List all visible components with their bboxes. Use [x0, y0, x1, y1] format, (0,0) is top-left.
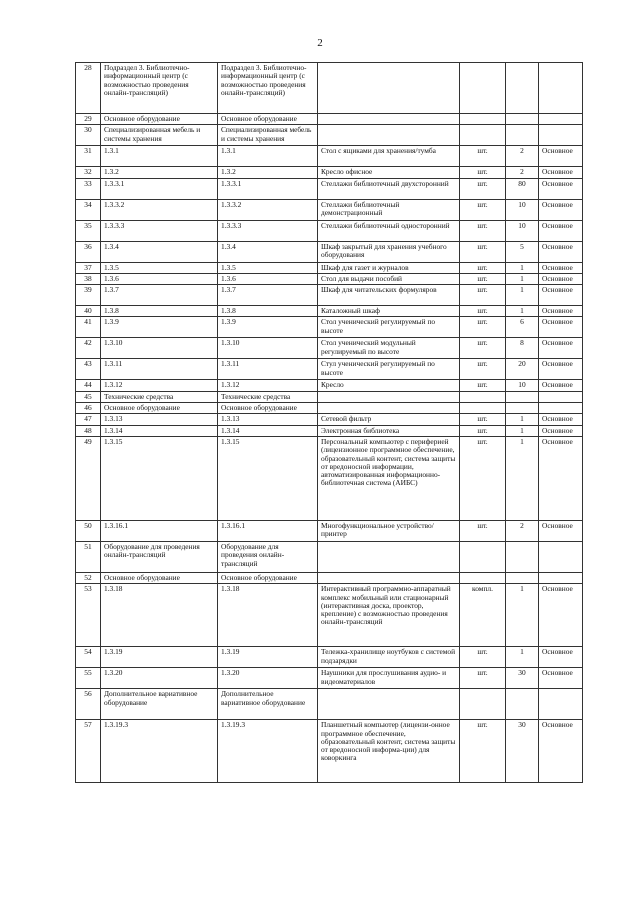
cell-code-alt: 1.3.20	[218, 668, 318, 689]
table-row	[76, 391, 583, 402]
cell-name: Стеллажи библиотечный двухсторонний	[318, 178, 460, 199]
cell-code: 1.3.18	[101, 584, 218, 647]
cell-name: Стеллажи библиотечный односторонний	[318, 220, 460, 241]
cell-code-alt: Дополнительное вариативное оборудование	[218, 689, 318, 720]
cell-unit: шт.	[460, 520, 506, 541]
table-row	[76, 241, 583, 262]
cell-row-number: 57	[76, 720, 101, 783]
table-row	[76, 306, 583, 317]
cell-unit: шт.	[460, 414, 506, 425]
cell-row-number: 47	[76, 414, 101, 425]
cell-unit: шт.	[460, 668, 506, 689]
cell-code: Технические средства	[101, 391, 218, 402]
cell-code-alt: 1.3.9	[218, 317, 318, 338]
cell-code: 1.3.3.3	[101, 220, 218, 241]
cell-quantity	[506, 689, 539, 720]
cell-unit	[460, 114, 506, 125]
cell-row-number: 53	[76, 584, 101, 647]
cell-quantity: 2	[506, 520, 539, 541]
cell-type	[539, 572, 583, 583]
table-row	[76, 689, 583, 720]
cell-quantity	[506, 403, 539, 414]
cell-code-alt: 1.3.7	[218, 285, 318, 306]
cell-quantity: 1	[506, 285, 539, 306]
cell-unit	[460, 403, 506, 414]
cell-name	[318, 403, 460, 414]
cell-quantity: 1	[506, 306, 539, 317]
cell-quantity: 20	[506, 359, 539, 380]
cell-row-number: 33	[76, 178, 101, 199]
table-row	[76, 146, 583, 167]
table-row	[76, 114, 583, 125]
cell-code-alt: 1.3.16.1	[218, 520, 318, 541]
table-row	[76, 425, 583, 436]
cell-code: 1.3.8	[101, 306, 218, 317]
cell-code-alt: 1.3.8	[218, 306, 318, 317]
cell-code-alt: 1.3.1	[218, 146, 318, 167]
cell-type	[539, 403, 583, 414]
cell-unit: шт.	[460, 285, 506, 306]
cell-code-alt: 1.3.3.2	[218, 199, 318, 220]
cell-name	[318, 572, 460, 583]
cell-type: Основное	[539, 520, 583, 541]
cell-code-alt: Оборудование для проведения онлайн-трансляций	[218, 541, 318, 572]
cell-quantity: 1	[506, 647, 539, 668]
cell-code-alt: 1.3.10	[218, 338, 318, 359]
cell-row-number: 48	[76, 425, 101, 436]
cell-unit	[460, 541, 506, 572]
table-row	[76, 178, 583, 199]
table-row	[76, 338, 583, 359]
cell-type: Основное	[539, 647, 583, 668]
cell-code: 1.3.20	[101, 668, 218, 689]
table-row	[76, 668, 583, 689]
cell-name: Стол для выдачи пособий	[318, 273, 460, 284]
cell-name: Интерактивный программно-аппаратный комплекс мобильный или стационарный (интерактивная доска, проектор, крепление) с возможностью проведения онлайн-трансляций	[318, 584, 460, 647]
table-row	[76, 199, 583, 220]
cell-type: Основное	[539, 317, 583, 338]
cell-code-alt: 1.3.13	[218, 414, 318, 425]
cell-type	[539, 63, 583, 114]
cell-code-alt: Специализированная мебель и системы хранения	[218, 125, 318, 146]
cell-code-alt: 1.3.19	[218, 647, 318, 668]
cell-code-alt: 1.3.6	[218, 273, 318, 284]
cell-code-alt: 1.3.19.3	[218, 720, 318, 783]
cell-row-number: 31	[76, 146, 101, 167]
cell-type: Основное	[539, 167, 583, 178]
cell-row-number: 37	[76, 262, 101, 273]
cell-code-alt: Подраздел 3. Библиотечно-информационный центр (с возможностью проведения онлайн-трансляций)	[218, 63, 318, 114]
table-row	[76, 380, 583, 391]
table-row	[76, 167, 583, 178]
cell-type: Основное	[539, 380, 583, 391]
cell-type	[539, 125, 583, 146]
cell-type	[539, 689, 583, 720]
cell-type: Основное	[539, 178, 583, 199]
cell-unit	[460, 125, 506, 146]
cell-unit: шт.	[460, 720, 506, 783]
table-row	[76, 720, 583, 783]
cell-type: Основное	[539, 199, 583, 220]
cell-row-number: 41	[76, 317, 101, 338]
cell-type: Основное	[539, 285, 583, 306]
cell-code: 1.3.6	[101, 273, 218, 284]
cell-row-number: 34	[76, 199, 101, 220]
cell-code: Основное оборудование	[101, 572, 218, 583]
cell-unit: шт.	[460, 241, 506, 262]
cell-unit: компл.	[460, 584, 506, 647]
cell-row-number: 36	[76, 241, 101, 262]
cell-quantity: 1	[506, 436, 539, 520]
cell-code-alt: 1.3.14	[218, 425, 318, 436]
table-row	[76, 436, 583, 520]
cell-code: 1.3.3.2	[101, 199, 218, 220]
cell-code: 1.3.4	[101, 241, 218, 262]
table-row	[76, 572, 583, 583]
cell-quantity: 10	[506, 220, 539, 241]
cell-unit: шт.	[460, 647, 506, 668]
cell-quantity: 1	[506, 262, 539, 273]
cell-unit: шт.	[460, 425, 506, 436]
table-row	[76, 285, 583, 306]
cell-quantity	[506, 63, 539, 114]
cell-name: Шкаф закрытый для хранения учебного оборудования	[318, 241, 460, 262]
cell-code: 1.3.9	[101, 317, 218, 338]
cell-row-number: 38	[76, 273, 101, 284]
cell-type: Основное	[539, 146, 583, 167]
cell-code: 1.3.7	[101, 285, 218, 306]
cell-code-alt: 1.3.3.3	[218, 220, 318, 241]
cell-name	[318, 541, 460, 572]
cell-quantity: 5	[506, 241, 539, 262]
cell-code-alt: 1.3.3.1	[218, 178, 318, 199]
cell-code: Подраздел 3. Библиотечно-информационный центр (с возможностью проведения онлайн-трансляций)	[101, 63, 218, 114]
table-row	[76, 220, 583, 241]
cell-quantity: 2	[506, 167, 539, 178]
cell-type	[539, 114, 583, 125]
cell-name: Стол ученический модульный регулируемый по высоте	[318, 338, 460, 359]
cell-type: Основное	[539, 425, 583, 436]
cell-row-number: 45	[76, 391, 101, 402]
cell-quantity: 10	[506, 380, 539, 391]
cell-row-number: 29	[76, 114, 101, 125]
cell-unit	[460, 391, 506, 402]
cell-code: Основное оборудование	[101, 114, 218, 125]
cell-quantity	[506, 541, 539, 572]
cell-type: Основное	[539, 720, 583, 783]
cell-unit: шт.	[460, 380, 506, 391]
cell-type	[539, 391, 583, 402]
cell-code: 1.3.2	[101, 167, 218, 178]
cell-name: Стол ученический регулируемый по высоте	[318, 317, 460, 338]
cell-code: Специализированная мебель и системы хранения	[101, 125, 218, 146]
cell-code-alt: 1.3.18	[218, 584, 318, 647]
cell-unit: шт.	[460, 146, 506, 167]
cell-code-alt: 1.3.12	[218, 380, 318, 391]
cell-row-number: 35	[76, 220, 101, 241]
cell-name: Многофункциональное устройство/принтер	[318, 520, 460, 541]
cell-name	[318, 391, 460, 402]
cell-unit	[460, 572, 506, 583]
table-row	[76, 317, 583, 338]
cell-type: Основное	[539, 338, 583, 359]
cell-type: Основное	[539, 584, 583, 647]
cell-type: Основное	[539, 306, 583, 317]
cell-name: Кресло офисное	[318, 167, 460, 178]
cell-code: 1.3.11	[101, 359, 218, 380]
cell-row-number: 51	[76, 541, 101, 572]
cell-unit: шт.	[460, 167, 506, 178]
table-row	[76, 584, 583, 647]
cell-quantity: 1	[506, 425, 539, 436]
cell-unit: шт.	[460, 359, 506, 380]
cell-unit: шт.	[460, 436, 506, 520]
cell-row-number: 50	[76, 520, 101, 541]
cell-code: 1.3.19	[101, 647, 218, 668]
cell-quantity	[506, 391, 539, 402]
table-row	[76, 414, 583, 425]
cell-type: Основное	[539, 414, 583, 425]
cell-name: Сетевой фильтр	[318, 414, 460, 425]
cell-name: Наушники для прослушивания аудио- и видеоматериалов	[318, 668, 460, 689]
table-row	[76, 63, 583, 114]
cell-code: 1.3.16.1	[101, 520, 218, 541]
cell-row-number: 49	[76, 436, 101, 520]
cell-row-number: 52	[76, 572, 101, 583]
cell-row-number: 40	[76, 306, 101, 317]
cell-row-number: 55	[76, 668, 101, 689]
cell-code-alt: 1.3.2	[218, 167, 318, 178]
cell-quantity: 1	[506, 584, 539, 647]
cell-name	[318, 114, 460, 125]
cell-row-number: 30	[76, 125, 101, 146]
cell-code: 1.3.3.1	[101, 178, 218, 199]
cell-code-alt: Основное оборудование	[218, 572, 318, 583]
cell-unit: шт.	[460, 317, 506, 338]
cell-code: 1.3.14	[101, 425, 218, 436]
cell-quantity: 2	[506, 146, 539, 167]
cell-type: Основное	[539, 359, 583, 380]
table-row	[76, 520, 583, 541]
cell-name	[318, 63, 460, 114]
cell-name: Персональный компьютер с периферией (лицензионное программное обеспечение, образовательный контент, система защиты от вредоносной информации, автоматизированная информационно-библиотечная система (АИБС)	[318, 436, 460, 520]
cell-row-number: 46	[76, 403, 101, 414]
cell-row-number: 44	[76, 380, 101, 391]
cell-code-alt: Основное оборудование	[218, 114, 318, 125]
cell-quantity	[506, 125, 539, 146]
equipment-table	[75, 62, 583, 783]
cell-quantity: 10	[506, 199, 539, 220]
cell-row-number: 39	[76, 285, 101, 306]
cell-quantity: 30	[506, 668, 539, 689]
cell-quantity	[506, 572, 539, 583]
cell-name: Стеллажи библиотечный демонстрационный	[318, 199, 460, 220]
table-row	[76, 262, 583, 273]
cell-name	[318, 125, 460, 146]
cell-type: Основное	[539, 262, 583, 273]
cell-name: Тележка-хранилище ноутбуков с системой подзарядки	[318, 647, 460, 668]
cell-row-number: 28	[76, 63, 101, 114]
cell-code: 1.3.12	[101, 380, 218, 391]
cell-unit: шт.	[460, 178, 506, 199]
cell-unit: шт.	[460, 199, 506, 220]
table-row	[76, 541, 583, 572]
cell-code-alt: 1.3.5	[218, 262, 318, 273]
cell-name: Шкаф для читательских формуляров	[318, 285, 460, 306]
cell-code-alt: Технические средства	[218, 391, 318, 402]
cell-unit: шт.	[460, 220, 506, 241]
cell-code: 1.3.5	[101, 262, 218, 273]
cell-code: 1.3.13	[101, 414, 218, 425]
cell-code: 1.3.10	[101, 338, 218, 359]
cell-quantity: 6	[506, 317, 539, 338]
cell-unit	[460, 689, 506, 720]
cell-unit: шт.	[460, 306, 506, 317]
cell-code-alt: 1.3.4	[218, 241, 318, 262]
cell-row-number: 32	[76, 167, 101, 178]
page-number: 2	[317, 37, 323, 49]
cell-code: 1.3.19.3	[101, 720, 218, 783]
cell-quantity: 1	[506, 414, 539, 425]
cell-type: Основное	[539, 436, 583, 520]
cell-type: Основное	[539, 273, 583, 284]
cell-quantity: 8	[506, 338, 539, 359]
cell-code-alt: 1.3.15	[218, 436, 318, 520]
cell-code-alt: 1.3.11	[218, 359, 318, 380]
cell-code: 1.3.15	[101, 436, 218, 520]
cell-unit	[460, 63, 506, 114]
cell-name: Стол с ящиками для хранения/тумба	[318, 146, 460, 167]
cell-code-alt: Основное оборудование	[218, 403, 318, 414]
cell-row-number: 42	[76, 338, 101, 359]
cell-code: 1.3.1	[101, 146, 218, 167]
cell-code: Основное оборудование	[101, 403, 218, 414]
cell-quantity: 80	[506, 178, 539, 199]
table-row	[76, 403, 583, 414]
cell-type: Основное	[539, 241, 583, 262]
cell-code: Оборудование для проведения онлайн-трансляций	[101, 541, 218, 572]
cell-code: Дополнительное вариативное оборудование	[101, 689, 218, 720]
cell-name: Шкаф для газет и журналов	[318, 262, 460, 273]
cell-name: Кресло	[318, 380, 460, 391]
cell-row-number: 54	[76, 647, 101, 668]
cell-name: Электронная библиотека	[318, 425, 460, 436]
table-row	[76, 273, 583, 284]
cell-unit: шт.	[460, 262, 506, 273]
cell-type: Основное	[539, 220, 583, 241]
cell-quantity	[506, 114, 539, 125]
cell-quantity: 1	[506, 273, 539, 284]
table-row	[76, 647, 583, 668]
cell-row-number: 56	[76, 689, 101, 720]
cell-type	[539, 541, 583, 572]
cell-name: Каталожный шкаф	[318, 306, 460, 317]
cell-row-number: 43	[76, 359, 101, 380]
table-row	[76, 125, 583, 146]
cell-type: Основное	[539, 668, 583, 689]
cell-quantity: 30	[506, 720, 539, 783]
cell-name: Планшетный компьютер (лицензи-онное программное обеспечение, образовательный контент, система защиты от вредоносной информа-ции) для коворкинга	[318, 720, 460, 783]
cell-unit: шт.	[460, 273, 506, 284]
table-row	[76, 359, 583, 380]
cell-unit: шт.	[460, 338, 506, 359]
cell-name	[318, 689, 460, 720]
cell-name: Стул ученический регулируемый по высоте	[318, 359, 460, 380]
